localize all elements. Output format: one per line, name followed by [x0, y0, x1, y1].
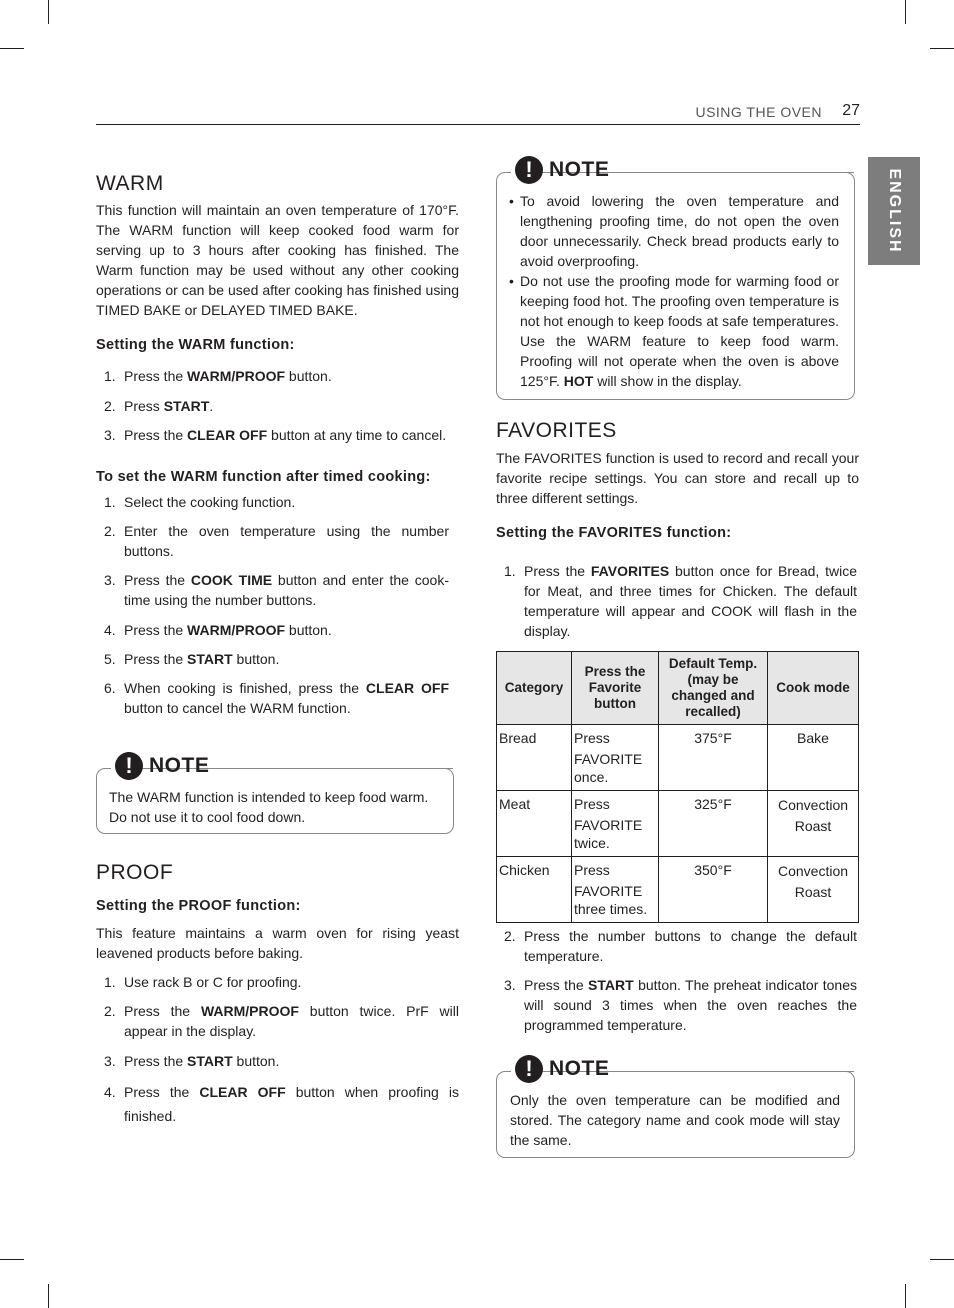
list-item: 3. Press the START button.	[104, 1053, 280, 1069]
note-label: NOTE	[149, 754, 210, 777]
note-text: The WARM function is intended to keep food warm. Do not use it to cool food down.	[109, 789, 429, 825]
list-item: 3. Press the CLEAR OFF button at any time to cancel.	[104, 427, 447, 443]
note-label: NOTE	[549, 1057, 610, 1080]
warm-note	[96, 754, 454, 834]
favorites-setting-heading: Setting the FAVORITES function:	[496, 525, 732, 541]
crop-mark	[48, 0, 49, 24]
proof-intro: This feature maintains a warm oven for rising yeast leavened products before baking.	[96, 925, 459, 961]
proof-heading: PROOF	[96, 861, 174, 884]
note-text: Only the oven temperature can be modified and stored. The category name and cook mode will stay the same.	[510, 1092, 840, 1148]
column-header: Category	[497, 652, 572, 725]
crop-mark	[930, 48, 954, 49]
favorites-intro: The FAVORITES function is used to record and recall your favorite recipe settings. You can store and recall up to three different settings.	[496, 450, 859, 506]
crop-mark	[0, 48, 24, 49]
crop-mark	[0, 1259, 24, 1260]
list-item: 4. Press the CLEAR OFF button when proofing is finished.	[104, 1084, 459, 1124]
list-item: 3. Press the START button. The preheat indicator tones will sound 3 times when the oven reaches the programmed temperature.	[504, 977, 857, 1033]
favorites-table	[496, 651, 859, 923]
warm-setting-heading: Setting the WARM function:	[96, 337, 295, 353]
list-item: 1. Select the cooking function.	[104, 494, 296, 510]
table-header-row	[497, 652, 859, 725]
favorites-note	[496, 1057, 855, 1158]
crop-mark	[930, 1259, 954, 1260]
section-title: USING THE OVEN	[695, 104, 822, 120]
list-item: 3. Press the COOK TIME button and enter the cook-time using the number buttons.	[104, 572, 449, 608]
warm-heading: WARM	[96, 172, 164, 195]
warning-icon	[515, 156, 543, 184]
proof-setting-heading: Setting the PROOF function:	[96, 898, 301, 914]
list-item: 4. Press the WARM/PROOF button.	[104, 622, 332, 638]
list-item: 2. Enter the oven temperature using the number buttons.	[104, 523, 449, 559]
page-header	[96, 102, 860, 125]
list-item: 1. Use rack B or C for proofing.	[104, 974, 302, 990]
list-item: 2. Press START.	[104, 398, 214, 414]
crop-mark	[905, 0, 906, 24]
note-bullet: • To avoid lowering the oven temperature and lengthening proofing time, do not open the oven door unnecessarily. Check bread products early to avoid overproofing.	[509, 193, 839, 269]
table-row: Meat Press FAVORITE twice. 325°F Convection Roast	[497, 791, 859, 857]
favorites-heading: FAVORITES	[496, 419, 617, 442]
warm-intro: This function will maintain an oven temperature of 170°F. The WARM function will keep cooked food warm for serving up to 3 hours after cooking has finished. The Warm function may be used without any other cooking operations or can be used after cooking has finished using TIMED BAKE or DELAYED TIMED BAKE.	[96, 202, 459, 318]
column-header: Cook mode	[768, 652, 859, 725]
proof-note	[496, 158, 855, 400]
page-number: 27	[842, 102, 860, 119]
note-label: NOTE	[549, 158, 610, 181]
table-row: Bread Press FAVORITE once. 375°F Bake	[497, 725, 859, 791]
crop-mark	[905, 1284, 906, 1308]
column-header: Press the Favorite button	[572, 652, 659, 725]
warning-icon	[515, 1055, 543, 1083]
language-tab: ENGLISH	[868, 157, 920, 265]
crop-mark	[48, 1284, 49, 1308]
list-item: 5. Press the START button.	[104, 651, 280, 667]
note-bullet: • Do not use the proofing mode for warming food or keeping food hot. The proofing oven temperature is not hot enough to keep foods at safe temperatures. Use the WARM feature to keep food warm. Proofing will not operate when the oven is above 125°F. HOT will show in the display.	[509, 273, 839, 389]
list-item: 1. Press the FAVORITES button once for Bread, twice for Meat, and three times for Chicken. The default temperature will appear and COOK will flash in the display.	[504, 563, 857, 639]
warm-after-heading: To set the WARM function after timed cooking:	[96, 469, 431, 485]
list-item: 1. Press the WARM/PROOF button.	[104, 368, 332, 384]
list-item: 2. Press the WARM/PROOF button twice. PrF will appear in the display.	[104, 1003, 460, 1039]
table-row: Chicken Press FAVORITE three times. 350°F Convection Roast	[497, 857, 859, 923]
list-item: 2. Press the number buttons to change the default temperature.	[504, 928, 857, 964]
column-header: Default Temp. (may be changed and recalled)	[659, 652, 768, 725]
warning-icon	[115, 752, 143, 780]
list-item: 6. When cooking is finished, press the CLEAR OFF button to cancel the WARM function.	[104, 680, 449, 716]
